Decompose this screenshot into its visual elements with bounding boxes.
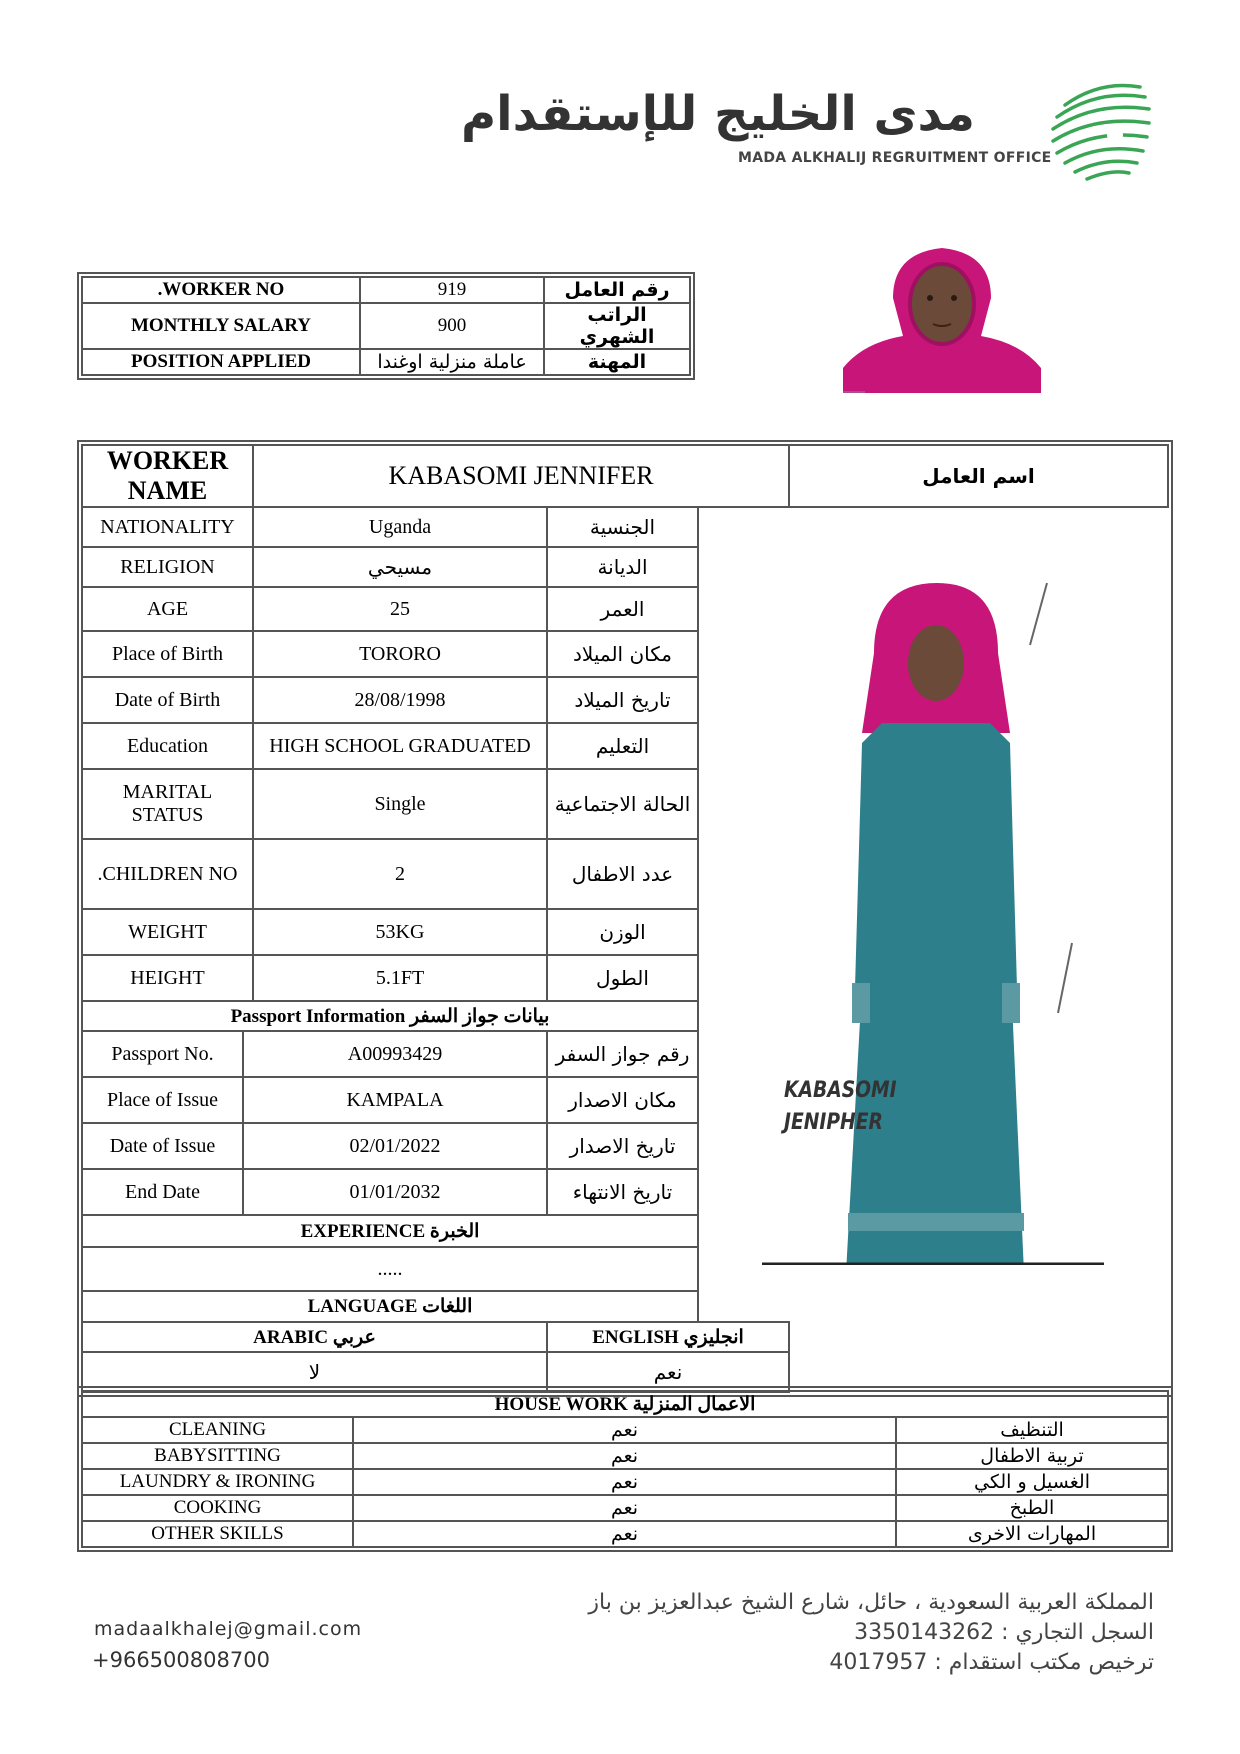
- detail-label-ar: التعليم: [547, 723, 698, 769]
- detail-value: 25: [253, 587, 547, 631]
- worker-name-label-ar: اسم العامل: [789, 445, 1168, 507]
- summary-row-position: [82, 349, 690, 375]
- footer-address: المملكة العربية السعودية ، حائل، شارع الشيخ عبدالعزيز بن باز: [588, 1590, 1154, 1615]
- detail-value: مسيحي: [253, 547, 547, 587]
- passport-label-ar: رقم جواز السفر: [547, 1031, 698, 1077]
- house-work-row-babysitting: [82, 1443, 1168, 1469]
- language-arabic-label: ARABIC عربي: [82, 1322, 547, 1352]
- summary-label-en: MONTHLY SALARY: [82, 303, 360, 349]
- detail-value: 28/08/1998: [253, 677, 547, 723]
- detail-label-ar: تاريخ الميلاد: [547, 677, 698, 723]
- language-english-label: ENGLISH انجليزي: [547, 1322, 789, 1352]
- summary-label-ar: المهنة: [544, 349, 690, 375]
- passport-label-ar: مكان الاصدار: [547, 1077, 698, 1123]
- passport-heading: Passport Information بيانات جواز السفر: [82, 1001, 698, 1031]
- house-work-label-en: LAUNDRY & IRONING: [82, 1469, 353, 1495]
- company-logo-icon: [1045, 75, 1157, 187]
- detail-label-ar: مكان الميلاد: [547, 631, 698, 677]
- house-work-row-laundry: [82, 1469, 1168, 1495]
- empty-cell: [789, 1352, 1168, 1392]
- house-work-label-ar: تربية الاطفال: [896, 1443, 1168, 1469]
- photo-caption: [784, 1075, 897, 1139]
- detail-value: 2: [253, 839, 547, 909]
- house-work-value: نعم: [353, 1521, 896, 1547]
- house-work-value: نعم: [353, 1469, 896, 1495]
- detail-value: 53KG: [253, 909, 547, 955]
- detail-label-en: RELIGION: [82, 547, 253, 587]
- empty-cell: [789, 1322, 1168, 1352]
- house-work-heading-row: [82, 1391, 1168, 1417]
- language-arabic-value: لا: [82, 1352, 547, 1392]
- summary-label-en: .WORKER NO: [82, 277, 360, 303]
- detail-label-ar: الحالة الاجتماعية: [547, 769, 698, 839]
- summary-value: 919: [360, 277, 544, 303]
- footer-email[interactable]: madaalkhalej@gmail.com: [94, 1618, 363, 1640]
- house-work-label-ar: التنظيف: [896, 1417, 1168, 1443]
- house-work-table: [81, 1390, 1169, 1548]
- detail-label-ar: عدد الاطفال: [547, 839, 698, 909]
- detail-label-en: Education: [82, 723, 253, 769]
- summary-label-ar: رقم العامل: [544, 277, 690, 303]
- detail-label-en: Place of Birth: [82, 631, 253, 677]
- detail-label-ar: الطول: [547, 955, 698, 1001]
- passport-label-ar: تاريخ الاصدار: [547, 1123, 698, 1169]
- company-name-arabic: مدى الخليج للإستقدام: [460, 86, 975, 142]
- passport-label-en: Passport No.: [82, 1031, 243, 1077]
- passport-value: KAMPALA: [243, 1077, 547, 1123]
- summary-label-ar: الراتب الشهري: [544, 303, 690, 349]
- photo-caption-line2: JENIPHER: [784, 1110, 883, 1135]
- detail-label-ar: الديانة: [547, 547, 698, 587]
- house-work-row-cleaning: [82, 1417, 1168, 1443]
- company-name-english: MADA ALKHALIJ REGRUITMENT OFFICE: [738, 150, 1052, 166]
- language-values-row: [82, 1352, 1168, 1392]
- detail-label-en: Date of Birth: [82, 677, 253, 723]
- house-work-value: نعم: [353, 1417, 896, 1443]
- language-labels-row: [82, 1322, 1168, 1352]
- summary-row-salary: [82, 303, 690, 349]
- worker-full-body-photo: [762, 583, 1104, 1265]
- house-work-label-ar: الطبخ: [896, 1495, 1168, 1521]
- house-work-label-ar: المهارات الاخرى: [896, 1521, 1168, 1547]
- detail-label-en: .CHILDREN NO: [82, 839, 253, 909]
- passport-label-en: Place of Issue: [82, 1077, 243, 1123]
- house-work-row-cooking: [82, 1495, 1168, 1521]
- experience-value: .....: [82, 1247, 698, 1291]
- passport-label-ar: تاريخ الانتهاء: [547, 1169, 698, 1215]
- footer-license: ترخيص مكتب استقدام : 4017957: [829, 1650, 1154, 1675]
- photo-caption-line1: KABASOMI: [784, 1078, 897, 1103]
- detail-label-en: WEIGHT: [82, 909, 253, 955]
- detail-value: TORORO: [253, 631, 547, 677]
- detail-value: Uganda: [253, 507, 547, 547]
- summary-row-worker-no: [82, 277, 690, 303]
- house-work-label-en: CLEANING: [82, 1417, 353, 1443]
- detail-value: 5.1FT: [253, 955, 547, 1001]
- house-work-row-other-skills: [82, 1521, 1168, 1547]
- house-work-label-en: OTHER SKILLS: [82, 1521, 353, 1547]
- language-english-value: نعم: [547, 1352, 789, 1392]
- footer-commercial-register: السجل التجاري : 3350143262: [854, 1620, 1154, 1645]
- detail-label-en: AGE: [82, 587, 253, 631]
- house-work-value: نعم: [353, 1443, 896, 1469]
- worker-name-value: KABASOMI JENNIFER: [253, 445, 789, 507]
- house-work-label-en: BABYSITTING: [82, 1443, 353, 1469]
- detail-label-ar: العمر: [547, 587, 698, 631]
- detail-label-en: NATIONALITY: [82, 507, 253, 547]
- detail-value: HIGH SCHOOL GRADUATED: [253, 723, 547, 769]
- house-work-heading: HOUSE WORK الاعمال المنزلية: [82, 1391, 1168, 1417]
- detail-label-ar: الجنسية: [547, 507, 698, 547]
- worker-portrait-photo: [843, 238, 1041, 393]
- house-work-label-en: COOKING: [82, 1495, 353, 1521]
- passport-value: 02/01/2022: [243, 1123, 547, 1169]
- experience-heading: EXPERIENCE الخبرة: [82, 1215, 698, 1247]
- worker-name-label-en: WORKER NAME: [82, 445, 253, 507]
- summary-label-en: POSITION APPLIED: [82, 349, 360, 375]
- summary-value: عاملة منزلية اوغندا: [360, 349, 544, 375]
- passport-label-en: Date of Issue: [82, 1123, 243, 1169]
- passport-label-en: End Date: [82, 1169, 243, 1215]
- footer-phone[interactable]: +966500808700: [92, 1648, 270, 1672]
- house-work-value: نعم: [353, 1495, 896, 1521]
- detail-row-nationality: [82, 507, 1168, 547]
- passport-value: 01/01/2032: [243, 1169, 547, 1215]
- detail-value: Single: [253, 769, 547, 839]
- worker-name-row: [82, 445, 1168, 507]
- language-heading: LANGUAGE اللغات: [82, 1291, 698, 1322]
- house-work-label-ar: الغسيل و الكي: [896, 1469, 1168, 1495]
- passport-value: A00993429: [243, 1031, 547, 1077]
- detail-label-en: HEIGHT: [82, 955, 253, 1001]
- detail-label-ar: الوزن: [547, 909, 698, 955]
- summary-value: 900: [360, 303, 544, 349]
- detail-label-en: MARITAL STATUS: [82, 769, 253, 839]
- summary-table: [81, 276, 691, 376]
